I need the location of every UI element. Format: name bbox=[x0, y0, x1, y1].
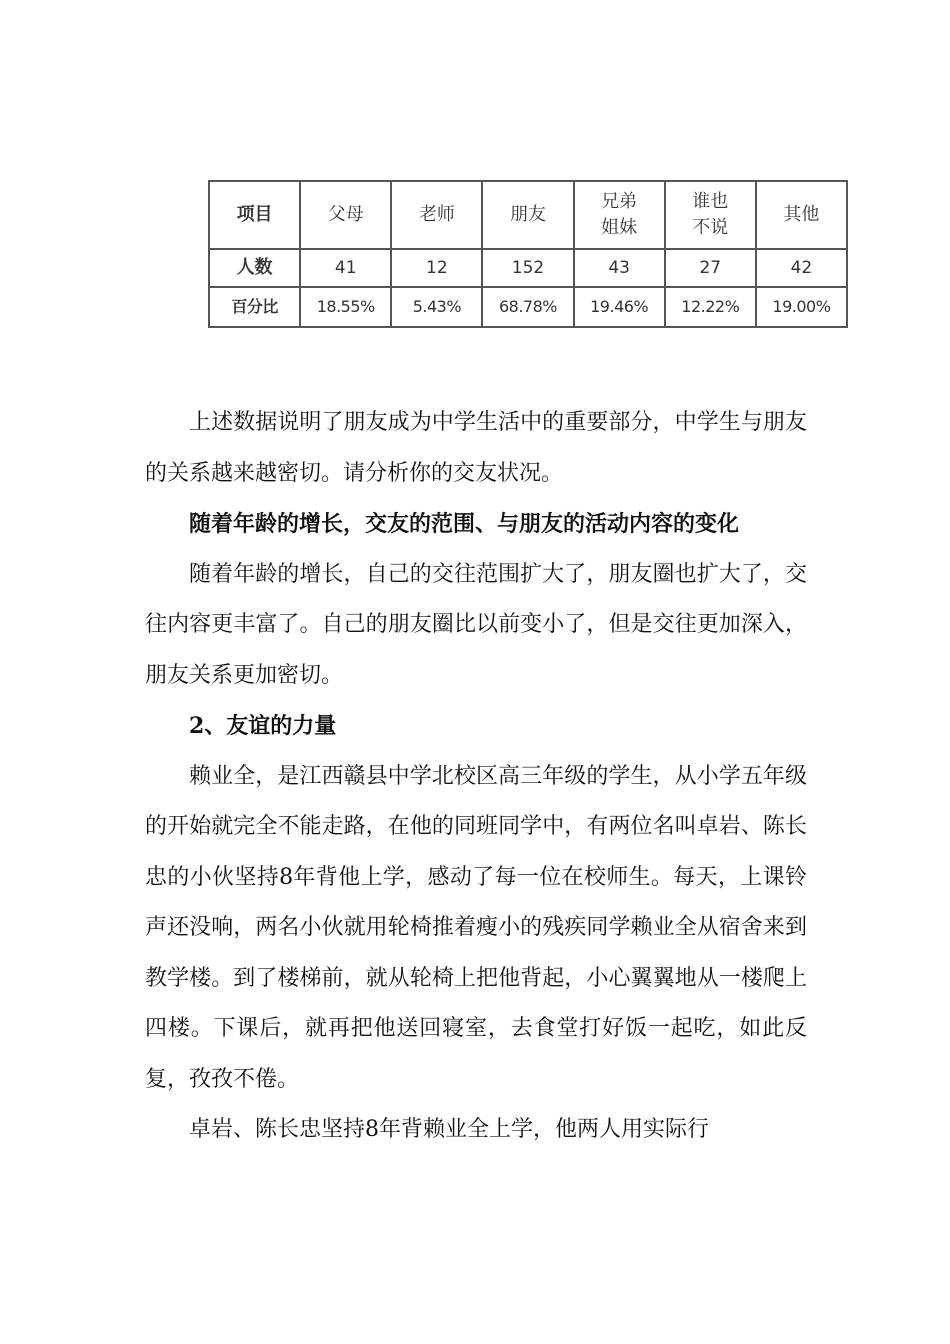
percent-cell-siblings: 19.46% bbox=[574, 287, 665, 327]
document-body bbox=[145, 398, 807, 1156]
header-cell-friends: 朋友 bbox=[482, 181, 573, 249]
header-siblings-text: 兄弟姐妹 bbox=[601, 191, 638, 238]
count-cell-siblings: 43 bbox=[574, 249, 665, 287]
paragraph-story-continued: 卓岩、陈长忠坚持8年背赖业全上学，他两人用实际行 bbox=[189, 1117, 709, 1142]
header-cell-teachers: 老师 bbox=[391, 181, 482, 249]
header-tell-no-one-text: 谁也不说 bbox=[692, 191, 729, 238]
table-header-row bbox=[209, 181, 847, 249]
header-cell-other: 其他 bbox=[756, 181, 847, 249]
paragraph-story: 赖业全，是江西赣县中学北校区高三年级的学生，从小学五年级的开始就完全不能走路，在他的同班同学中，有两位名叫卓岩、陈长忠的小伙坚持8年背他上学，感动了每一位在校师生。每天，上课铃声还没响，两名小伙就用轮椅推着瘦小的残疾同学赖业全从宿舍来到教学楼。到了楼梯前，就从轮椅上把他背起，小心翼翼地从一楼爬上四楼。下课后，就再把他送回寝室，去食堂打好饭一起吃，如此反复，孜孜不倦。 bbox=[145, 763, 807, 1092]
header-cell-tell-no-one bbox=[665, 181, 756, 249]
percent-cell-teachers: 5.43% bbox=[391, 287, 482, 327]
survey-table bbox=[208, 180, 848, 328]
percent-row-label: 百分比 bbox=[209, 287, 300, 327]
count-cell-teachers: 12 bbox=[391, 249, 482, 287]
header-cell-siblings bbox=[574, 181, 665, 249]
count-cell-tell-no-one: 27 bbox=[665, 249, 756, 287]
count-row-label: 人数 bbox=[209, 249, 300, 287]
count-cell-other: 42 bbox=[756, 249, 847, 287]
percent-cell-other: 19.00% bbox=[756, 287, 847, 327]
section-heading-friendship-change: 随着年龄的增长，交友的范围、与朋友的活动内容的变化 bbox=[189, 511, 740, 537]
percent-cell-parents: 18.55% bbox=[300, 287, 391, 327]
count-cell-friends: 152 bbox=[482, 249, 573, 287]
paragraph-friendship-change: 随着年龄的增长，自己的交往范围扩大了，朋友圈也扩大了，交往内容更丰富了。自己的朋友圈比以前变小了，但是交往更加深入，朋友关系更加密切。 bbox=[145, 561, 807, 688]
paragraph-data-summary: 上述数据说明了朋友成为中学生活中的重要部分，中学生与朋友的关系越来越密切。请分析你的交友状况。 bbox=[145, 410, 807, 486]
header-cell-item: 项目 bbox=[209, 181, 300, 249]
percent-cell-tell-no-one: 12.22% bbox=[665, 287, 756, 327]
count-cell-parents: 41 bbox=[300, 249, 391, 287]
section-heading-power-of-friendship: 2、友谊的力量 bbox=[189, 713, 337, 739]
table-percent-row bbox=[209, 287, 847, 327]
percent-cell-friends: 68.78% bbox=[482, 287, 573, 327]
header-cell-parents: 父母 bbox=[300, 181, 391, 249]
survey-table-grid bbox=[208, 180, 848, 328]
table-count-row bbox=[209, 249, 847, 287]
